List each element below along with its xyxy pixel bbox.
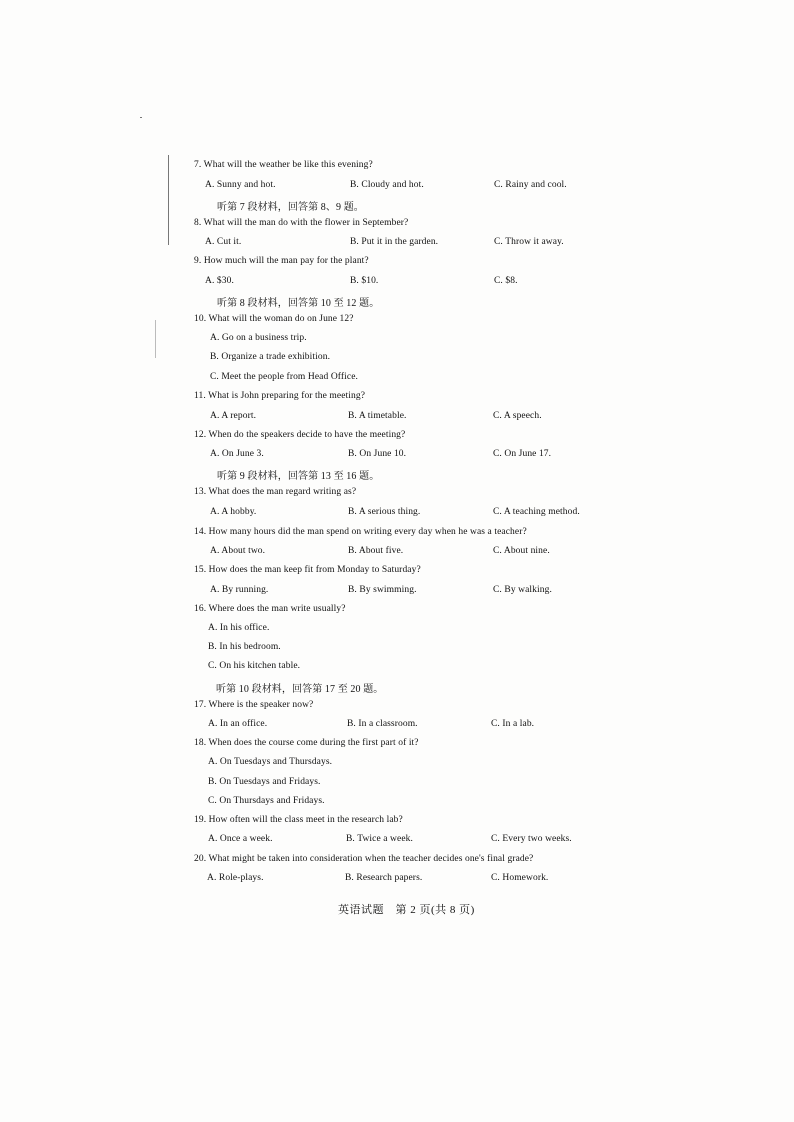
page-footer: 英语试题 第 2 页(共 8 页) — [338, 904, 475, 916]
binding-margin-line — [168, 155, 169, 245]
q16-option-a: A. In his office. — [208, 623, 270, 633]
q10-option-b: B. Organize a trade exhibition. — [210, 352, 331, 362]
q15-option-c: C. By walking. — [493, 585, 552, 595]
question-17: 17. Where is the speaker now? — [194, 700, 314, 710]
q10-option-c: C. Meet the people from Head Office. — [210, 372, 358, 382]
question-7: 7. What will the weather be like this evening? — [194, 160, 373, 170]
q9-option-b: B. $10. — [350, 276, 379, 286]
q15-option-b: B. By swimming. — [348, 585, 417, 595]
section-heading-7: 听第 7 段材料，回答第 8、9 题。 — [217, 202, 364, 213]
q15-option-a: A. By running. — [210, 585, 269, 595]
q18-option-a: A. On Tuesdays and Thursdays. — [208, 757, 333, 767]
q8-option-a: A. Cut it. — [205, 237, 242, 247]
q11-option-b: B. A timetable. — [348, 411, 407, 421]
q19-option-c: C. Every two weeks. — [491, 834, 572, 844]
q18-option-c: C. On Thursdays and Fridays. — [208, 796, 325, 806]
q20-option-b: B. Research papers. — [345, 873, 423, 883]
question-12: 12. When do the speakers decide to have the meeting? — [194, 430, 406, 440]
q19-option-b: B. Twice a week. — [346, 834, 413, 844]
q9-option-c: C. $8. — [494, 276, 518, 286]
q14-option-c: C. About nine. — [493, 546, 550, 556]
q7-option-b: B. Cloudy and hot. — [350, 180, 424, 190]
q13-option-b: B. A serious thing. — [348, 507, 421, 517]
question-11: 11. What is John preparing for the meeting? — [194, 391, 366, 401]
q16-option-b: B. In his bedroom. — [208, 642, 281, 652]
question-14: 14. How many hours did the man spend on writing every day when he was a teacher? — [194, 527, 527, 537]
q17-option-a: A. In an office. — [208, 719, 268, 729]
q11-option-a: A. A report. — [210, 411, 257, 421]
q10-option-a: A. Go on a business trip. — [210, 333, 307, 343]
q7-option-c: C. Rainy and cool. — [494, 180, 567, 190]
scan-speck — [155, 320, 156, 358]
q14-option-a: A. About two. — [210, 546, 266, 556]
q12-option-b: B. On June 10. — [348, 449, 407, 459]
section-heading-8: 听第 8 段材料，回答第 10 至 12 题。 — [217, 298, 380, 309]
q14-option-b: B. About five. — [348, 546, 404, 556]
q7-option-a: A. Sunny and hot. — [205, 180, 276, 190]
q19-option-a: A. Once a week. — [208, 834, 273, 844]
q8-option-c: C. Throw it away. — [494, 237, 564, 247]
q16-option-c: C. On his kitchen table. — [208, 661, 301, 671]
q17-option-b: B. In a classroom. — [347, 719, 418, 729]
q9-option-a: A. $30. — [205, 276, 234, 286]
question-15: 15. How does the man keep fit from Monday to Saturday? — [194, 565, 421, 575]
question-20: 20. What might be taken into consideration when the teacher decides one's final grade? — [194, 854, 534, 864]
question-13: 13. What does the man regard writing as? — [194, 487, 357, 497]
scan-speck — [140, 117, 142, 118]
question-10: 10. What will the woman do on June 12? — [194, 314, 354, 324]
q12-option-a: A. On June 3. — [210, 449, 264, 459]
q11-option-c: C. A speech. — [493, 411, 542, 421]
q18-option-b: B. On Tuesdays and Fridays. — [208, 777, 321, 787]
q20-option-a: A. Role-plays. — [207, 873, 264, 883]
section-heading-9: 听第 9 段材料，回答第 13 至 16 题。 — [217, 471, 380, 482]
question-16: 16. Where does the man write usually? — [194, 604, 346, 614]
section-heading-10: 听第 10 段材料，回答第 17 至 20 题。 — [216, 684, 384, 695]
question-9: 9. How much will the man pay for the plant? — [194, 256, 369, 266]
q8-option-b: B. Put it in the garden. — [350, 237, 439, 247]
q17-option-c: C. In a lab. — [491, 719, 535, 729]
question-18: 18. When does the course come during the first part of it? — [194, 738, 419, 748]
q20-option-c: C. Homework. — [491, 873, 549, 883]
q12-option-c: C. On June 17. — [493, 449, 552, 459]
question-8: 8. What will the man do with the flower in September? — [194, 218, 409, 228]
question-19: 19. How often will the class meet in the research lab? — [194, 815, 403, 825]
q13-option-a: A. A hobby. — [210, 507, 257, 517]
q13-option-c: C. A teaching method. — [493, 507, 580, 517]
